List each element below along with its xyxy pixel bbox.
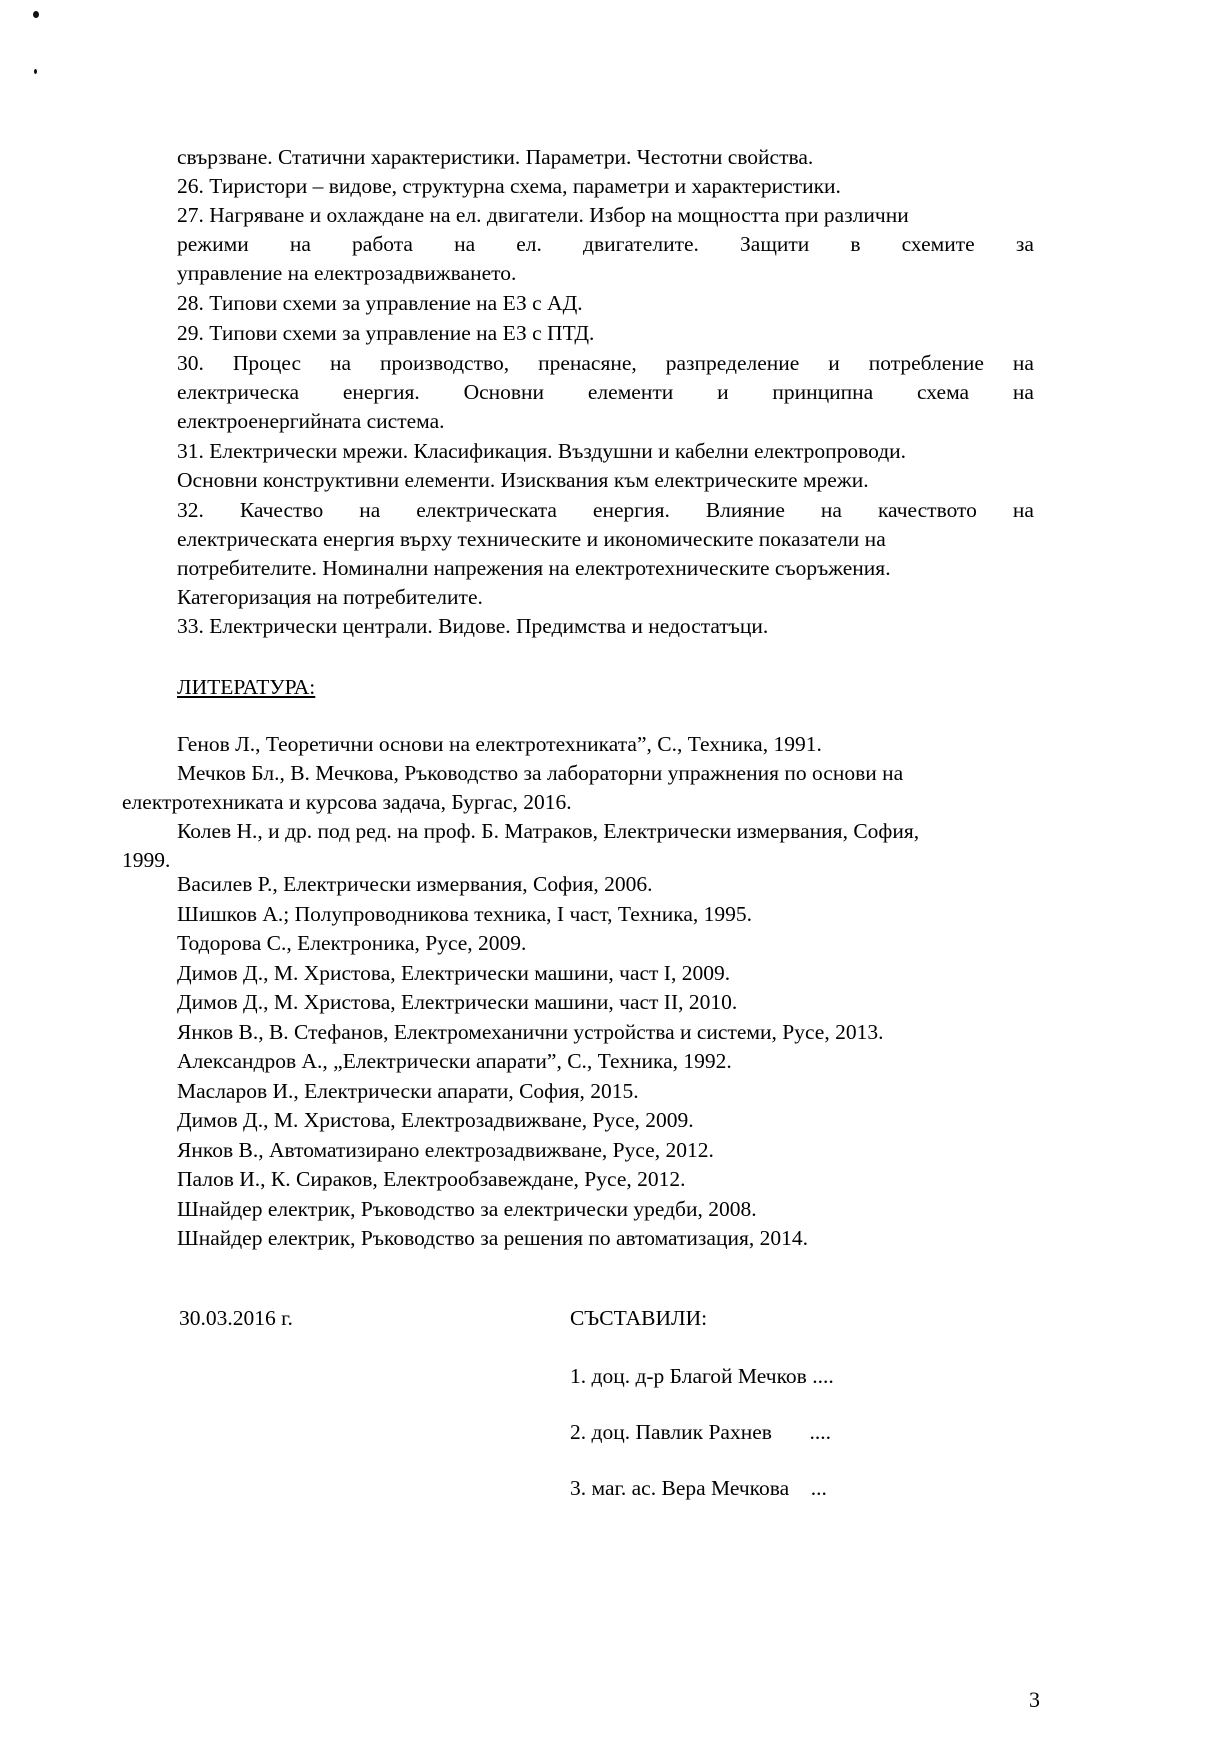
word: Основни xyxy=(463,380,545,404)
literature-heading: ЛИТЕРАТУРА: xyxy=(177,675,316,699)
literature-list xyxy=(177,870,883,1254)
word: енергия. xyxy=(592,498,670,522)
word: потребление xyxy=(868,351,984,375)
literature-entry-continuation: електротехниката и курсова задача, Бургас, 2016. xyxy=(122,790,572,814)
word: Защити xyxy=(740,232,810,256)
item-31-line-2: Основни конструктивни елементи. Изисквания към електрическите мрежи. xyxy=(177,468,869,492)
literature-entry: Мечков Бл., В. Мечкова, Ръководство за лабораторни упражнения по основи на xyxy=(177,761,904,785)
word: на xyxy=(359,498,381,522)
word: качеството xyxy=(877,498,977,522)
literature-entry-continuation: 1999. xyxy=(122,848,171,872)
item-28: 28. Типови схеми за управление на ЕЗ с АД. xyxy=(177,291,583,315)
word: Влияние xyxy=(705,498,785,522)
item-32-line-2: електрическата енергия върху техническите и икономическите показатели на xyxy=(177,527,886,551)
item-29: 29. Типови схеми за управление на ЕЗ с ПТД. xyxy=(177,321,595,345)
word: и xyxy=(828,351,840,375)
item-32-line-4: Категоризация на потребителите. xyxy=(177,585,483,609)
author-3: 3. маг. ас. Вера Мечкова ... xyxy=(570,1476,827,1500)
word: режими xyxy=(177,232,249,256)
item-27-line-3: управление на електрозадвижването. xyxy=(177,261,517,285)
author-1: 1. доц. д-р Благой Мечков .... xyxy=(570,1364,834,1388)
literature-entry: Масларов И., Електрически апарати, София, 2015. xyxy=(177,1078,639,1103)
word: на xyxy=(454,232,476,256)
page-number: 3 xyxy=(1029,1687,1040,1712)
item-33: 33. Електрически централи. Видове. Предимства и недостатъци. xyxy=(177,614,769,638)
item-27-line-2 xyxy=(177,230,1034,259)
word: 32. xyxy=(177,498,204,522)
literature-entry: Димов Д., М. Христова, Електрически машини, част I, 2009. xyxy=(177,960,731,985)
word: и xyxy=(717,380,729,404)
word: двигателите. xyxy=(583,232,699,256)
literature-entry: Янков В., Автоматизирано електрозадвижване, Русе, 2012. xyxy=(177,1137,714,1162)
item-30-line-2 xyxy=(177,378,1034,407)
word: разпределение xyxy=(665,351,800,375)
word: елементи xyxy=(587,380,674,404)
word: пренасяне, xyxy=(538,351,637,375)
item-30-line-1 xyxy=(177,349,1034,378)
word: производство, xyxy=(379,351,510,375)
word: на xyxy=(1012,351,1034,375)
literature-entry: Шнайдер електрик, Ръководство за електрически уредби, 2008. xyxy=(177,1196,757,1221)
word: в xyxy=(850,232,861,256)
literature-entry: Димов Д., М. Христова, Електрозадвижване, Русе, 2009. xyxy=(177,1108,694,1132)
literature-entry: Шишков А.; Полупроводникова техника, I част, Техника, 1995. xyxy=(177,901,752,926)
word: на xyxy=(289,232,311,256)
literature-entry: Палов И., К. Сираков, Електрообзавеждане, Русе, 2012. xyxy=(177,1167,686,1191)
author-2: 2. доц. Павлик Рахнев .... xyxy=(570,1420,832,1444)
scan-speck xyxy=(34,69,37,74)
literature-entry: Генов Л., Теоретични основи на електротехниката”, С., Техника, 1991. xyxy=(177,732,822,756)
item-26: 26. Тиристори – видове, структурна схема, параметри и характеристики. xyxy=(177,174,841,198)
word: на xyxy=(329,351,351,375)
word: 30. xyxy=(177,351,204,375)
item-27-line-1: 27. Нагряване и охлаждане на ел. двигатели. Избор на мощността при различни xyxy=(177,203,909,227)
word: електрическа xyxy=(177,380,299,404)
word: работа xyxy=(352,232,413,256)
literature-entry: Шнайдер електрик, Ръководство за решения по автоматизация, 2014. xyxy=(177,1226,808,1250)
word: Качество xyxy=(239,498,324,522)
item-25-tail: свързване. Статични характеристики. Параметри. Честотни свойства. xyxy=(177,145,814,169)
scan-speck xyxy=(33,11,39,18)
word: схемите xyxy=(901,232,975,256)
word: на xyxy=(1012,498,1034,522)
word: за xyxy=(1015,232,1034,256)
word: схема xyxy=(917,380,970,404)
literature-entry: Димов Д., М. Христова, Електрически машини, част II, 2010. xyxy=(177,990,738,1014)
literature-entry: Тодорова С., Електроника, Русе, 2009. xyxy=(177,931,527,955)
composed-by-label: СЪСТАВИЛИ: xyxy=(570,1306,708,1330)
item-32-line-3: потребителите. Номинални напрежения на електротехническите съоръжения. xyxy=(177,556,891,580)
literature-entry: Василев Р., Електрически измервания, София, 2006. xyxy=(177,872,653,896)
word: Процес xyxy=(232,351,301,375)
literature-entry: Александров А., „Електрически апарати”, С., Техника, 1992. xyxy=(177,1049,732,1073)
word: принципна xyxy=(772,380,874,404)
word: енергия. xyxy=(342,380,420,404)
word: ел. xyxy=(516,232,542,256)
word: на xyxy=(820,498,842,522)
item-30-line-3: електроенергийната система. xyxy=(177,409,445,433)
item-32-line-1 xyxy=(177,496,1034,525)
word: електрическата xyxy=(416,498,557,522)
literature-entry: Янков В., В. Стефанов, Електромеханични устройства и системи, Русе, 2013. xyxy=(177,1019,884,1044)
word: на xyxy=(1012,380,1034,404)
literature-entry: Колев Н., и др. под ред. на проф. Б. Матраков, Електрически измервания, София, xyxy=(177,819,920,843)
item-31-line-1: 31. Електрически мрежи. Класификация. Въздушни и кабелни електропроводи. xyxy=(177,439,907,463)
document-date: 30.03.2016 г. xyxy=(179,1306,293,1330)
